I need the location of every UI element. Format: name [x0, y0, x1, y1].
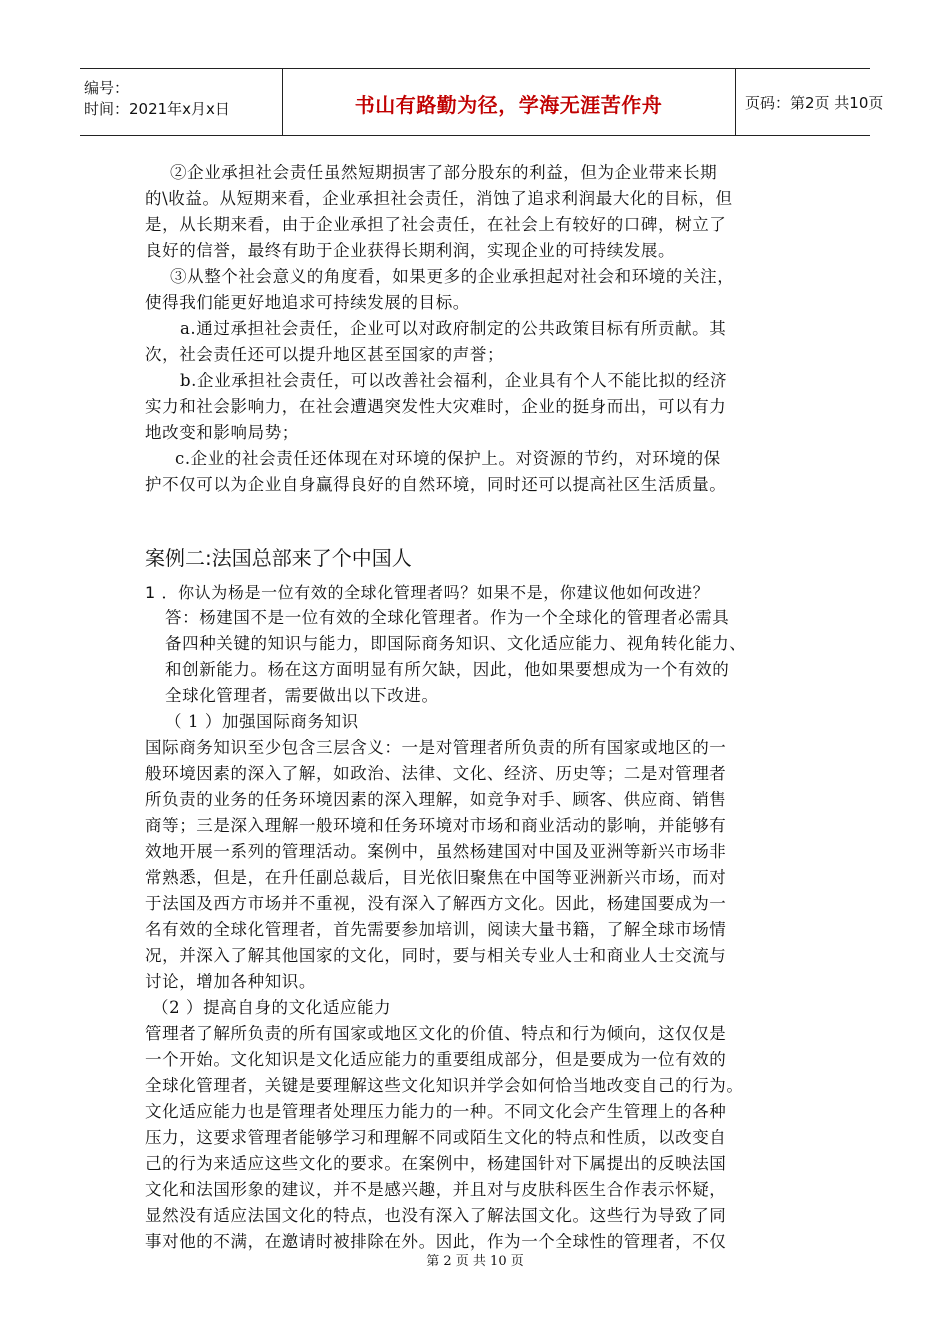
paragraph-line: ②企业承担社会责任虽然短期损害了部分股东的利益，但为企业带来长期 — [170, 163, 718, 182]
header-page-cell — [735, 69, 884, 135]
answer-line: 备四种关键的知识与能力，即国际商务知识、文化适应能力、视角转化能力、 — [165, 634, 747, 653]
paragraph-line: 讨论，增加各种知识。 — [145, 972, 316, 991]
answer-line: 和创新能力。杨在这方面明显有所欠缺，因此，他如果要想成为一个有效的 — [165, 660, 730, 679]
question-line: 1 ．你认为杨是一位有效的全球化管理者吗？如果不是，你建议他如何改进？ — [145, 583, 710, 602]
paragraph-line: 般环境因素的深入了解，如政治、法律、文化、经济、历史等；二是对管理者 — [145, 764, 727, 783]
paragraph-line: 实力和社会影响力，在社会遭遇突发性大灾难时，企业的挺身而出，可以有力 — [145, 397, 727, 416]
subheading-2: （2 ）提高自身的文化适应能力 — [152, 998, 392, 1017]
paragraph-line: 护不仅可以为企业自身赢得良好的自然环境，同时还可以提高社区生活质量。 — [145, 475, 727, 494]
paragraph-line: 名有效的全球化管理者，首先需要参加培训，阅读大量书籍，了解全球市场情 — [145, 920, 727, 939]
paragraph-line: 压力，这要求管理者能够学习和理解不同或陌生文化的特点和性质，以改变自 — [145, 1128, 727, 1147]
paragraph-line: c.企业的社会责任还体现在对环境的保护上。对资源的节约，对环境的保 — [175, 449, 721, 468]
paragraph-line: ③从整个社会意义的角度看，如果更多的企业承担起对社会和环境的关注， — [170, 267, 735, 286]
paragraph-line: 所负责的业务的任务环境因素的深入理解，如竞争对手、顾客、供应商、销售 — [145, 790, 727, 809]
paragraph-line: 商等；三是深入理解一般环境和任务环境对市场和商业活动的影响，并能够有 — [145, 816, 727, 835]
paragraph-line: 于法国及西方市场并不重视，没有深入了解西方文化。因此，杨建国要成为一 — [145, 894, 727, 913]
page-header — [80, 68, 884, 136]
paragraph-line: 次，社会责任还可以提升地区甚至国家的声誉； — [145, 345, 505, 364]
paragraph-line: b.企业承担社会责任，可以改善社会福利，企业具有个人不能比拟的经济 — [180, 371, 728, 390]
paragraph-line: 良好的信誉，最终有助于企业获得长期利润，实现企业的可持续发展。 — [145, 241, 676, 260]
answer-line: 全球化管理者，需要做出以下改进。 — [165, 686, 439, 705]
document-date: 时间：2021年x月x日 — [84, 100, 230, 118]
subheading-1: （ 1 ）加强国际商务知识 — [165, 712, 359, 731]
header-motto-cell — [282, 69, 736, 135]
paragraph-line: 全球化管理者，关键是要理解这些文化知识并学会如何恰当地改变自己的行为。 — [145, 1076, 744, 1095]
paragraph-line: 的\收益。从短期来看，企业承担社会责任，消蚀了追求利润最大化的目标，但 — [145, 189, 733, 208]
paragraph-line: 常熟悉，但是，在升任副总裁后，目光依旧聚焦在中国等亚洲新兴市场，而对 — [145, 868, 727, 887]
header-motto: 书山有路勤为径，学海无涯苦作舟 — [354, 93, 663, 117]
paragraph-line: 文化适应能力也是管理者处理压力能力的一种。不同文化会产生管理上的各种 — [145, 1102, 727, 1121]
answer-line: 答：杨建国不是一位有效的全球化管理者。作为一个全球化的管理者必需具 — [165, 608, 730, 627]
paragraph-line: 文化和法国形象的建议，并不是感兴趣，并且对与皮肤科医生合作表示怀疑， — [145, 1180, 727, 1199]
paragraph-line: 是，从长期来看，由于企业承担了社会责任，在社会上有较好的口碑，树立了 — [145, 215, 727, 234]
paragraph-line: 况，并深入了解其他国家的文化，同时，要与相关专业人士和商业人士交流与 — [145, 946, 727, 965]
paragraph-line: 事对他的不满，在邀请时被排除在外。因此，作为一个全球性的管理者，不仅 — [145, 1232, 727, 1251]
paragraph-line: 国际商务知识至少包含三层含义：一是对管理者所负责的所有国家或地区的一 — [145, 738, 727, 757]
case-title: 案例二:法国总部来了个中国人 — [145, 546, 412, 570]
paragraph-line: 一个开始。文化知识是文化适应能力的重要组成部分，但是要成为一位有效的 — [145, 1050, 727, 1069]
document-number-label: 编号： — [84, 79, 130, 97]
header-meta-cell — [80, 69, 283, 135]
page-footer: 第 2 页 共 10 页 — [426, 1254, 524, 1269]
paragraph-line: 己的行为来适应这些文化的要求。在案例中，杨建国针对下属提出的反映法国 — [145, 1154, 727, 1173]
paragraph-line: 显然没有适应法国文化的特点，也没有深入了解法国文化。这些行为导致了同 — [145, 1206, 727, 1225]
paragraph-line: 使得我们能更好地追求可持续发展的目标。 — [145, 293, 470, 312]
paragraph-line: 管理者了解所负责的所有国家或地区文化的价值、特点和行为倾向，这仅仅是 — [145, 1024, 727, 1043]
header-page-info: 页码：第2页 共10页 — [745, 94, 884, 112]
paragraph-line: 效地开展一系列的管理活动。案例中，虽然杨建国对中国及亚洲等新兴市场非 — [145, 842, 727, 861]
paragraph-line: 地改变和影响局势； — [145, 423, 299, 442]
paragraph-line: a.通过承担社会责任，企业可以对政府制定的公共政策目标有所贡献。其 — [180, 319, 727, 338]
